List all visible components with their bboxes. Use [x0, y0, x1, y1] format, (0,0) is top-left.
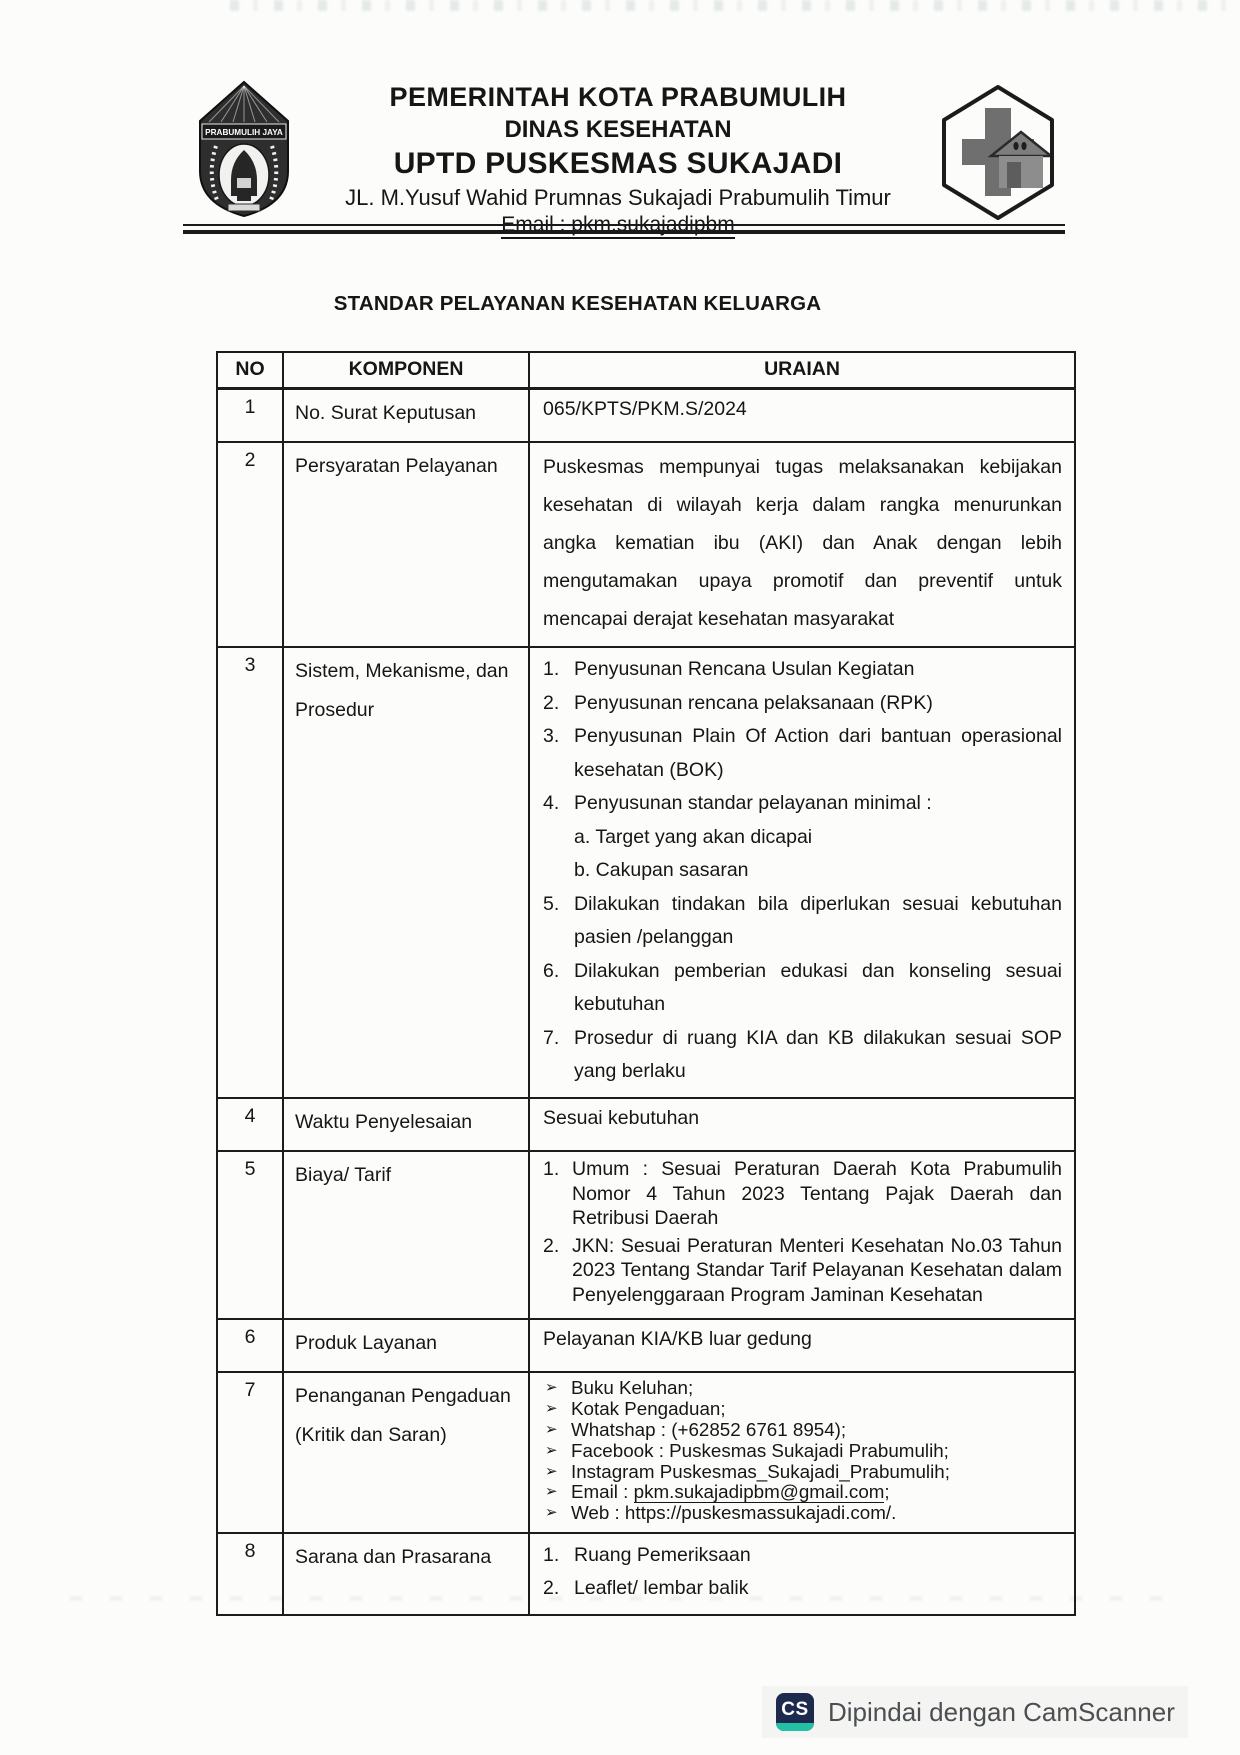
agency-line-2: DINAS KESEHATAN: [504, 116, 732, 143]
arrow-bullet-icon: ➢: [545, 1441, 558, 1459]
list-item-number: 1.: [543, 1157, 560, 1180]
list-item-number: 3.: [543, 725, 560, 748]
numbered-list-item: [543, 1022, 1062, 1089]
table-row: [218, 1534, 1074, 1614]
arrow-bullet-icon: ➢: [545, 1420, 558, 1438]
row-uraian-cell: [530, 1534, 1074, 1614]
row-uraian-cell: [530, 1320, 1074, 1371]
column-header-komponen: KOMPONEN: [284, 353, 530, 387]
numbered-list-item: [543, 955, 1062, 1022]
list-item-number: 2.: [543, 691, 560, 714]
list-item-text: Penyusunan standar pelayanan minimal :: [574, 792, 932, 815]
uraian-text: 065/KPTS/PKM.S/2024: [543, 398, 747, 420]
agency-line-1: PEMERINTAH KOTA PRABUMULIH: [389, 82, 847, 112]
bullet-item-text: Buku Keluhan;: [571, 1377, 694, 1399]
underlined-link-text: pkm.sukajadipbm@gmail.com: [633, 1481, 885, 1503]
list-item-number: 2.: [543, 1577, 560, 1600]
table-header-row: [218, 353, 1074, 390]
camscanner-icon-letters: CS: [781, 1698, 809, 1720]
numbered-list-item: [543, 1234, 1062, 1308]
row-komponen-cell: Biaya/ Tarif: [284, 1152, 530, 1318]
table-row: [218, 648, 1074, 1099]
row-number-cell: 5: [218, 1152, 284, 1318]
crest-banner-text: PRABUMULIH JAYA: [205, 128, 283, 137]
arrow-bullet-icon: ➢: [545, 1462, 558, 1480]
list-item-text: Prosedur di ruang KIA dan KB dilakukan sesuai SOP yang berlaku: [574, 1026, 1062, 1083]
arrow-bullet-icon: ➢: [545, 1400, 558, 1418]
numbered-list-item: [543, 720, 1062, 787]
table-row: [218, 1373, 1074, 1534]
numbered-list-item: [543, 1539, 1062, 1573]
bullet-list-item: [543, 1420, 1062, 1440]
list-item-text: Penyusunan rencana pelaksanaan (RPK): [574, 691, 933, 714]
row-number-cell: 1: [218, 390, 284, 441]
list-item-text: Leaflet/ lembar balik: [574, 1577, 749, 1600]
bullet-item-text: Whatshap : (+62852 6761 8954);: [571, 1418, 847, 1440]
row-number-cell: 8: [218, 1534, 284, 1614]
numbered-list-item: [543, 787, 1062, 821]
uraian-text: Pelayanan KIA/KB luar gedung: [543, 1328, 812, 1351]
list-item-number: 4.: [543, 792, 560, 815]
list-subitem-text: b. Cakupan sasaran: [574, 859, 749, 882]
column-header-uraian: URAIAN: [764, 358, 840, 380]
bullet-list-item: [543, 1462, 1062, 1482]
email-label: Email :: [501, 213, 571, 239]
bullet-list-item: [543, 1503, 1062, 1523]
letterhead: [183, 78, 1065, 237]
letterhead-text: [305, 78, 931, 237]
list-item-number: 5.: [543, 892, 560, 915]
row-komponen-cell: No. Surat Keputusan: [284, 390, 530, 441]
list-item-number: 1.: [543, 1543, 560, 1566]
list-item-number: 7.: [543, 1026, 560, 1049]
list-item-text: Dilakukan tindakan bila diperlukan sesuai kebutuhan pasien /pelanggan: [574, 892, 1062, 949]
bullet-item-text: Web : https://puskesmassukajadi.com/.: [571, 1502, 897, 1524]
list-item-number: 2.: [543, 1234, 560, 1257]
table-row: [218, 443, 1074, 648]
bullet-list-item: [543, 1399, 1062, 1419]
uraian-text: Sesuai kebutuhan: [543, 1106, 700, 1129]
row-number-cell: 2: [218, 443, 284, 646]
row-uraian-cell: [530, 443, 1074, 646]
row-uraian-cell: [530, 1152, 1074, 1318]
list-item-text: Dilakukan pemberian edukasi dan konseling sesuai kebutuhan: [574, 959, 1062, 1016]
table-rows: [218, 390, 1074, 1614]
row-uraian-cell: [530, 390, 1074, 441]
bullet-list-item: [543, 1378, 1062, 1398]
service-standard-table: [216, 351, 1076, 1616]
row-number-cell: 6: [218, 1320, 284, 1371]
row-uraian-cell: [530, 1099, 1074, 1150]
numbered-list-item: [543, 888, 1062, 955]
row-komponen-cell: Penanganan Pengaduan (Kritik dan Saran): [284, 1373, 530, 1532]
list-item-text: JKN: Sesuai Peraturan Menteri Kesehatan No.03 Tahun 2023 Tentang Standar Tarif Pelayanan Kesehatan dalam Penyelenggaraan Program Jaminan Kesehatan: [572, 1234, 1062, 1306]
uraian-text: Puskesmas mempunyai tugas melaksanakan kebijakan kesehatan di wilayah kerja dalam rangka menurunkan angka kematian ibu (AKI) dan Anak dengan lebih mengutamakan upaya promotif dan preventif untuk mencapai derajat kesehatan masyarakat: [543, 456, 1062, 631]
numbered-list-item: [543, 1157, 1062, 1231]
list-item-text: Penyusunan Rencana Usulan Kegiatan: [574, 658, 915, 681]
column-header-no: NO: [218, 353, 284, 387]
list-item-text: Penyusunan Plain Of Action dari bantuan operasional kesehatan (BOK): [574, 725, 1062, 781]
numbered-list-item: [543, 1572, 1062, 1606]
arrow-bullet-icon: ➢: [545, 1504, 558, 1522]
scan-noise-band: [230, 0, 1240, 11]
table-row: [218, 1099, 1074, 1152]
table-row: [218, 1152, 1074, 1320]
list-item-text: Ruang Pemeriksaan: [574, 1543, 751, 1566]
list-item-number: 1.: [543, 658, 560, 681]
row-number-cell: 4: [218, 1099, 284, 1150]
row-uraian-cell: [530, 1373, 1074, 1532]
page-title: STANDAR PELAYANAN KESEHATAN KELUARGA: [333, 292, 822, 315]
list-item-text: Umum : Sesuai Peraturan Daerah Kota Prabumulih Nomor 4 Tahun 2023 Tentang Pajak Daerah dan Retribusi Daerah: [572, 1157, 1062, 1230]
row-komponen-cell: Waktu Penyelesaian: [284, 1099, 530, 1150]
row-komponen-cell: Persyaratan Pelayanan: [284, 443, 530, 646]
agency-line-3: UPTD PUSKESMAS SUKAJADI: [393, 147, 843, 180]
email-value: pkm.sukajadipbm: [571, 213, 734, 239]
agency-address: JL. M.Yusuf Wahid Prumnas Sukajadi Prabumulih Timur: [345, 185, 891, 210]
table-row: [218, 1320, 1074, 1373]
camscanner-text: Dipindai dengan CamScanner: [828, 1696, 1175, 1727]
arrow-bullet-icon: ➢: [545, 1379, 558, 1397]
camscanner-icon: [776, 1693, 814, 1731]
puskesmas-cross-logo: [931, 82, 1065, 224]
row-komponen-cell: Produk Layanan: [284, 1320, 530, 1371]
row-number-cell: 7: [218, 1373, 284, 1532]
row-number-cell: 3: [218, 648, 284, 1097]
bullet-item-text: Facebook : Puskesmas Sukajadi Prabumulih;: [571, 1439, 949, 1461]
numbered-list-item: [543, 653, 1062, 687]
table-row: [218, 390, 1074, 443]
prabumulih-city-crest-logo: [183, 78, 305, 220]
list-subitem-text: a. Target yang akan dicapai: [574, 825, 813, 848]
camscanner-watermark: [762, 1686, 1188, 1738]
row-uraian-cell: [530, 648, 1074, 1097]
bullet-item-text: Instagram Puskesmas_Sukajadi_Prabumulih;: [571, 1460, 950, 1482]
list-item-number: 6.: [543, 959, 560, 982]
bullet-item-text: Email : pkm.sukajadipbm@gmail.com;: [571, 1481, 890, 1503]
row-komponen-cell: Sistem, Mekanisme, dan Prosedur: [284, 648, 530, 1097]
arrow-bullet-icon: ➢: [545, 1483, 558, 1501]
row-komponen-cell: Sarana dan Prasarana: [284, 1534, 530, 1614]
letterhead-divider: [183, 224, 1065, 234]
numbered-list-item: [543, 687, 1062, 721]
bullet-item-text: Kotak Pengaduan;: [571, 1398, 726, 1420]
bullet-list-item: [543, 1482, 1062, 1502]
bullet-list-item: [543, 1441, 1062, 1461]
